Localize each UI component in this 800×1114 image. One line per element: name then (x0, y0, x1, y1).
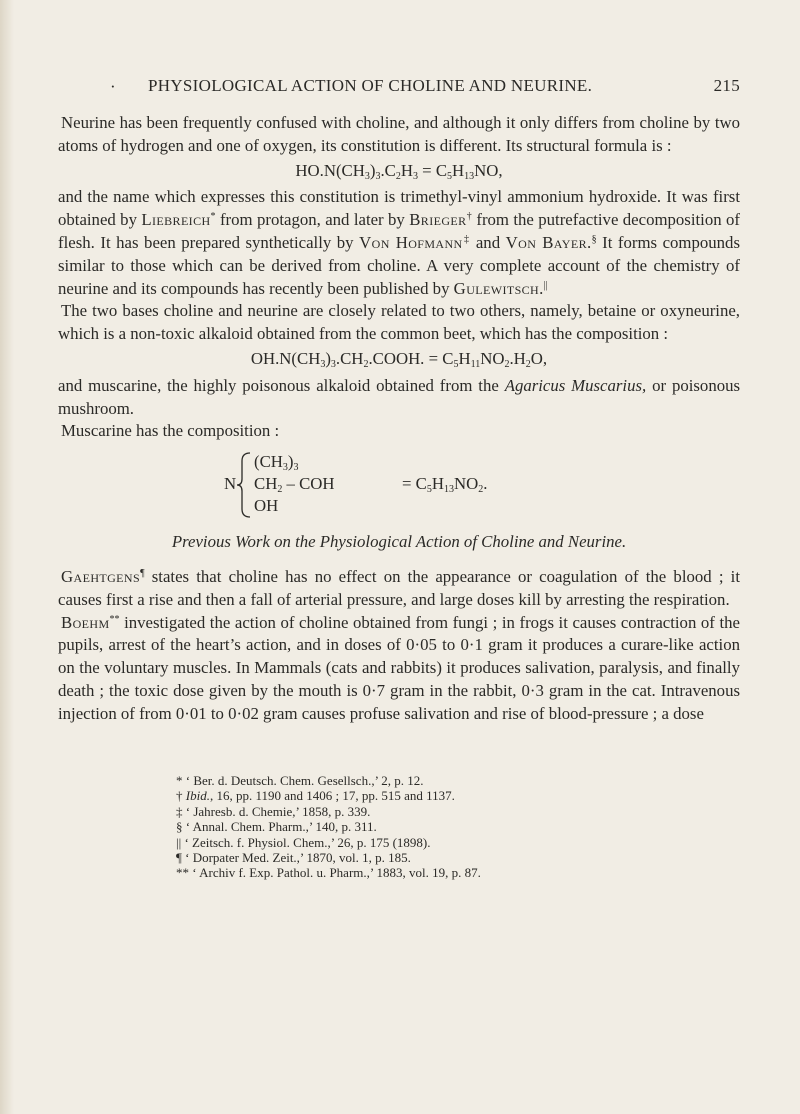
footnote-ref: † (466, 211, 472, 223)
footnote-ref: § (591, 233, 597, 245)
footnote-ref: ‡ (462, 233, 471, 245)
formula-line-ch2: $CH_2$ – COH (254, 474, 335, 496)
paragraph-betaine: The two bases choline and neurine are closely related to two others, namely, betaine or oxyneurine, which is a non-toxic alkaloid obtained from the common beet, which has the composition : (58, 301, 740, 344)
author-bayer: Von Bayer. (505, 232, 592, 252)
author-brieger: Brieger (409, 210, 467, 230)
page-number: 215 (713, 76, 740, 95)
species-name: Agaricus Muscarius, (504, 375, 647, 395)
author-boehm: Boehm (61, 612, 110, 632)
muscarine-formula (58, 449, 740, 521)
author-liebreich: Liebreich (141, 210, 211, 230)
footnote-ref: ** (109, 613, 120, 625)
footnote: || ‘ Zeitsch. f. Physiol. Chem.,’ 26, p. 175 (1898). (176, 834, 431, 850)
betaine-formula: $OH.N(CH_3)_3.CH_2.COOH$. = $C_5H_{11}NO_2.H_2O$, (250, 348, 548, 370)
formula-line-methyl: $(CH_3)_3$ (254, 452, 299, 474)
nitrogen-atom: N (224, 474, 237, 494)
neurine-formula: $HO.N(CH_3)_3.C_2H_3 = C_5H_{13}NO$, (295, 160, 503, 182)
footnote-ref: || (543, 279, 548, 291)
footnote-ref: ¶ (140, 567, 145, 579)
paragraph-gaehtgens: Gaehtgens¶ states that choline has no effect on the appearance or coagulation of the blood ; it causes first a rise and then a fall of arterial pressure, and large doses kill by arresting the respiration. (58, 566, 740, 609)
footnote: * ‘ Ber. d. Deutsch. Chem. Gesellsch.,’ 2, p. 12. (176, 773, 424, 788)
running-title: PHYSIOLOGICAL ACTION OF CHOLINE AND NEURINE. (148, 76, 593, 95)
main-text (58, 112, 740, 726)
footnote: † Ibid., 16, pp. 1190 and 1406 ; 17, pp. 515 and 1137. (176, 788, 455, 804)
footnote: ‡ ‘ Jahresb. d. Chemie,’ 1858, p. 339. (176, 803, 371, 819)
paragraph-neurine-intro: Neurine has been frequently confused with choline, and although it only differs from choline by two atoms of hydrogen and one of oxygen, its constitution is different. Its structural formula is : (58, 113, 740, 155)
paragraph-neurine-history: and the name which expresses this constitution is trimethyl-vinyl ammonium hydroxide. It was first obtained by Liebreich* from protagon, and later by Brieger† from the putrefactive decomposition of flesh. It has been prepared synthetically by Von Hofmann‡ and Von Bayer.§ It forms compounds similar to those which can be derived from choline. A very complete account of the chemistry of neurine and its compounds has recently been published by Gulewitsch.|| (58, 187, 740, 298)
author-hofmann: Von Hofmann (359, 232, 463, 252)
paragraph-muscarine: and muscarine, the highly poisonous alkaloid obtained from the Agaricus Muscarius, or poisonous mushroom. (58, 375, 741, 418)
footnote: ** ‘ Archiv f. Exp. Pathol. u. Pharm.,’ 1883, vol. 19, p. 87. (176, 865, 481, 881)
header-dot: · (110, 77, 116, 96)
paragraph-muscarine-composition: Muscarine has the composition : (61, 421, 280, 441)
author-gulewitsch: Gulewitsch. (453, 278, 544, 298)
section-heading: Previous Work on the Physiological Action of Choline and Neurine. (171, 532, 627, 552)
footnote-ref: * (210, 211, 216, 223)
page-binding-shadow (0, 0, 14, 1114)
footnote: ¶ ‘ Dorpater Med. Zeit.,’ 1870, vol. 1, p. 185. (176, 850, 411, 866)
paragraph-boehm: Boehm** investigated the action of choline obtained from fungi ; in frogs it causes contraction of the pupils, arrest of the heart’s action, and in doses of 0·05 to 0·1 gram it produces a curare-like action on the voluntary muscles. In Mammals (cats and rabbits) it produces salivation, paralysis, and finally death ; the toxic dose given by the mouth is 0·7 gram in the rabbit, 0·3 gram in the cat. Intravenous injection of from 0·01 to 0·02 gram causes profuse salivation and rise of blood-pressure ; a dose (58, 612, 740, 723)
running-header (60, 76, 740, 102)
author-gaehtgens: Gaehtgens (61, 566, 141, 586)
footnotes (176, 773, 736, 881)
left-brace (236, 451, 252, 519)
footnote: § ‘ Annal. Chem. Pharm.,’ 140, p. 311. (176, 819, 377, 835)
formula-line-oh: OH (254, 496, 279, 516)
formula-result: = $C_5H_{13}NO_2$. (402, 474, 488, 496)
